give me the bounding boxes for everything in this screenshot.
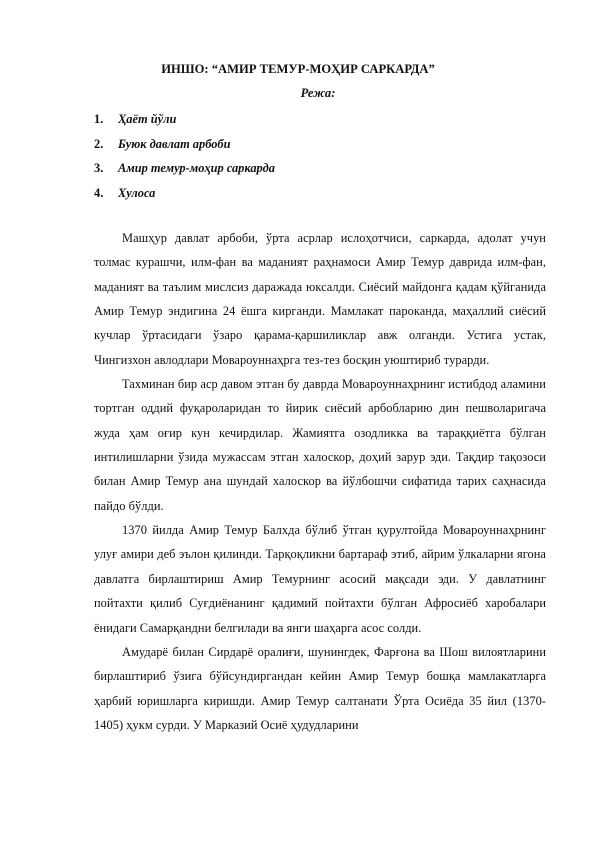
plan-item-text: Буюк давлат арбоби <box>118 136 231 151</box>
paragraph-text: Тахминан бир аср давом этган бу даврда Мовароуннаҳрнинг истибдод аламини тортган оддий фуқароларидан то йирик сиёсий арбобларию дин пешволаригача жуда ҳам оғир кун кечирдилар. Жамиятга озодликка ва тараққиётга бўлган интилишларни ўзида мужассам этган халоскор, доҳий зарур эди. Тақдир тақозоси билан Амир Темур ана шундай халоскор ва йўлбошчи сифатида тарих саҳнасида пайдо бўлди. <box>94 377 546 513</box>
plan-item <box>94 156 275 181</box>
plan-heading: Режа: <box>300 86 336 100</box>
plan-item-number: 2. <box>94 136 104 151</box>
plan-item-text: Амир темур-моҳир саркарда <box>118 161 275 176</box>
plan-item-number: 1. <box>94 112 104 126</box>
paragraph-text: Амударё билан Сирдарё оралиғи, шунингдек, Фарғона ва Шош вилоятларини бирлаштириб ўзига бўйсундиргандан кейин Амир Темур бошқа мамлакатларга ҳарбий юришларга киришди. Амир Темур салтанати Ўрта Осиёда 35 йил (1370-1405) ҳукм сурди. У Марказий Осиё ҳудудларини <box>94 644 546 732</box>
plan-item-number: 4. <box>94 185 104 200</box>
essay-body <box>94 226 546 737</box>
plan-item <box>94 181 275 206</box>
plan-list <box>94 107 275 205</box>
plan-item-number: 3. <box>94 161 104 176</box>
paragraph <box>94 226 546 372</box>
plan-item <box>94 107 275 132</box>
paragraph <box>94 372 546 518</box>
document-title: ИНШО: “АМИР ТЕМУР-МОҲИР САРКАРДА” <box>161 62 435 76</box>
plan-item-text: Хулоса <box>118 185 156 200</box>
paragraph-text: 1370 йилда Амир Темур Балхда бўлиб ўтган қурултойда Мовароуннаҳрнинг улуғ амири деб эълон қилинди. Тарқоқликни бартараф этиб, айрим ўлкаларни ягона давлатга бирлаштириш Амир Темурнинг асосий мақсади эди. У давлатнинг пойтахти қилиб Суғдиёнанинг қадимий пойтахти бўлган Афросиёб харобалари ёнидаги Самарқандни белгилади ва янги шаҳарга асос солди. <box>94 523 546 635</box>
paragraph <box>94 518 546 640</box>
plan-item-text: Ҳаёт йўли <box>118 112 177 126</box>
paragraph <box>94 640 546 737</box>
paragraph-text: Машҳур давлат арбоби, ўрта асрлар ислоҳотчиси, саркарда, адолат учун толмас курашчи, илм-фан ва маданият раҳнамоси Амир Темур даврида илм-фан, маданият ва таълим мислсиз даражада юксалди. Сиёсий майдонга қадам қўйганида Амир Темур эндигина 24 ёшга кирганди. Мамлакат пароканда, маҳаллий сиёсий кучлар ўртасидаги ўзаро қарама-қаршиликлар авж олганди. Устига устак, Чингизхон авлодлари Мовароуннаҳрга тез-тез босқин уюштириб турарди. <box>94 231 546 367</box>
plan-item <box>94 132 275 157</box>
